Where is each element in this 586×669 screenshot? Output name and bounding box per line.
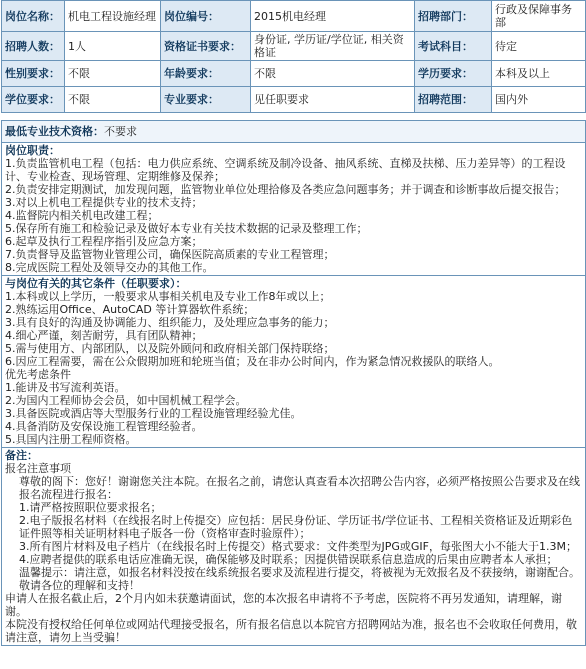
condition-item: 6.因应工程需要，需在公众假期加班和轮班当值；及在非办公时间内，作为紧急情况救援队的联络人。 (5, 355, 500, 368)
notes-heading: 备注： (5, 449, 38, 462)
notes-step: 3.所有图片材料及电子档片（在线报名时上传提交）格式要求：文件类型为JPG或GIF，每张图大小不能大于1.3M； (19, 540, 577, 553)
condition-item: 1.本科或以上学历，一般要求从事相关机电及专业工作8年或以上； (5, 290, 331, 303)
info-row-3 (2, 61, 586, 87)
duties-heading: 岗位职责： (5, 144, 60, 157)
duty-item: 5.保存所有施工和检验记录及做好本专业有关技术数据的记录及整理工作； (5, 222, 368, 235)
spacer-cell (2, 113, 586, 121)
education-label: 学历要求： (415, 61, 492, 87)
notes-greeting: 尊敬的阁下：您好！谢谢您关注本院。在报名之前，请您认真查看本次招聘公告内容，必须严格按照公告要求及在线报名流程进行报名： (19, 475, 580, 501)
preferred-item: 5.具国内注册工程师资格。 (5, 433, 137, 446)
notes-deadline: 申请人在报名截止后，2个月内如未获邀请面试，您的本次报名申请将不予考虑，医院将不再另发通知，请理解，谢谢。 (5, 592, 562, 618)
info-row-2 (2, 32, 586, 61)
condition-item: 2.熟练运用Office、AutoCAD 等计算器软件系统； (5, 303, 255, 316)
duty-item: 4.监督院内相关机电改建工程； (5, 209, 159, 222)
spacer-row (2, 113, 586, 121)
notes-reminder: 温馨提示：请注意，如报名材料没按在线系统报名要求及流程进行提交，将被视为无效报名及不获接纳，谢谢配合。敬请各位的理解和支持！ (19, 566, 580, 592)
condition-item: 3.具有良好的沟通及协调能力、组织能力，及处理应急事务的能力； (5, 316, 335, 329)
notes-cell (2, 448, 586, 646)
job-code-label: 岗位编号： (161, 1, 251, 32)
min-skill-value: 不要求 (104, 125, 137, 138)
min-skill-cell (2, 121, 586, 143)
major-value: 见任职要求 (251, 87, 415, 113)
notes-agency: 本院没有授权给任何单位或网站代理接受报名，所有报名信息以本院官方招聘网站为准，报名也不会收取任何费用，敬请注意，请勿上当受骗！ (5, 618, 577, 644)
major-label: 专业要求： (161, 87, 251, 113)
preferred-item: 2.为国内工程师协会会员，如中国机械工程学会。 (5, 394, 247, 407)
duty-item: 2.负责安排定期测试，加发现问题，监管物业单位处理拾修及各类应急问题事务；并于调查和诊断事故后提交报告； (5, 183, 566, 196)
duty-item: 7.负责督导及监管物业管理公司，确保医院高质素的专业工程管理； (5, 248, 335, 261)
condition-item: 4.细心严谨，刻苦耐劳，具有团队精神； (5, 329, 203, 342)
headcount-label: 招聘人数： (2, 32, 65, 61)
certificate-value: 身份证, 学历证/学位证, 相关资格证 (251, 32, 415, 61)
exam-label: 考试科目： (415, 32, 492, 61)
duty-item: 8.完成医院工程处及领导交办的其他工作。 (5, 261, 214, 274)
preferred-item: 1.能讲及书写流利英语。 (5, 381, 126, 394)
scope-label: 招聘范围： (415, 87, 492, 113)
conditions-cell (2, 276, 586, 448)
duty-item: 3.对以上机电工程提供专业的技术支持； (5, 196, 203, 209)
certificate-label: 资格证书要求： (161, 32, 251, 61)
condition-item: 5.需与使用方、内部团队，以及院外顾问和政府相关部门保持联络； (5, 342, 335, 355)
job-code-value: 2015机电经理 (251, 1, 415, 32)
department-label: 招聘部门： (415, 1, 492, 32)
education-value: 本科及以上 (492, 61, 586, 87)
scope-value: 国内外 (492, 87, 586, 113)
duties-row (2, 143, 586, 276)
duty-item: 6.起草及执行工程程序指引及应急方案； (5, 235, 203, 248)
degree-label: 学位要求： (2, 87, 65, 113)
conditions-heading: 与岗位有关的其它条件（任职要求）： (5, 277, 187, 290)
gender-value: 不限 (65, 61, 161, 87)
info-row-1 (2, 1, 586, 32)
preferred-item: 4.具备消防及安保设施工程管理经验者。 (5, 420, 203, 433)
job-title-label: 岗位名称： (2, 1, 65, 32)
duties-cell (2, 143, 586, 276)
age-label: 年龄要求： (161, 61, 251, 87)
notes-step: 1.请严格按照职位要求报名； (19, 501, 162, 514)
age-value: 不限 (251, 61, 415, 87)
job-info-table (1, 0, 586, 646)
exam-value: 待定 (492, 32, 586, 61)
headcount-value: 1人 (65, 32, 161, 61)
duty-item: 1.负责监管机电工程（包括：电力供应系统、空调系统及制冷设备、抽风系统、直梯及扶梯、压力差异等）的工程设计、专业检查、现场管理、定期维修及保养； (5, 157, 566, 183)
gender-label: 性别要求： (2, 61, 65, 87)
notes-subheading: 报名注意事项 (5, 462, 71, 475)
min-skill-row (2, 121, 586, 143)
degree-value: 不限 (65, 87, 161, 113)
job-title-value: 机电工程设施经理 (65, 1, 161, 32)
department-value: 行政及保障事务部 (492, 1, 586, 32)
notes-row (2, 448, 586, 646)
conditions-row (2, 276, 586, 448)
info-row-4 (2, 87, 586, 113)
preferred-heading: 优先考虑条件 (5, 368, 71, 381)
preferred-item: 3.具备医院或酒店等大型服务行业的工程设施管理经验尤佳。 (5, 407, 302, 420)
notes-step: 2.电子版报名材料（在线报名时上传提交）应包括：居民身份证、学历证书/学位证书、工程相关资格证及近期彩色证件照等相关证明材料电子版各一份（资格审查时验原件）； (19, 514, 573, 540)
notes-step: 4.应聘者提供的联系电话应准确无误，确保能够及时联系；因提供错误联系信息造成的后果由应聘者本人承担； (19, 553, 558, 566)
min-skill-label: 最低专业技术资格： (5, 125, 104, 138)
